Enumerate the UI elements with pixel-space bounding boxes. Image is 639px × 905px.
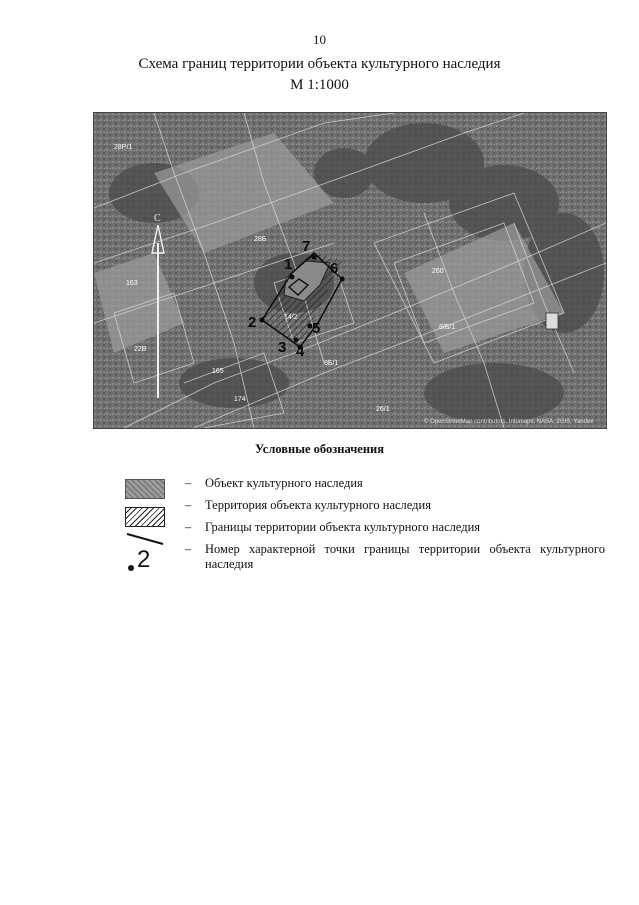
point-dot-icon [128, 565, 134, 571]
point-label-4: 4 [296, 343, 305, 360]
page-title [0, 54, 639, 96]
plot-label: 28Р/1 [114, 144, 133, 151]
legend-item-border [185, 520, 605, 535]
north-label: С [154, 213, 161, 224]
legend-symbol-border-line [125, 532, 165, 546]
point-label-3: 3 [278, 339, 287, 356]
plot-label: 26/1 [376, 406, 390, 413]
plot-label: 8Б/1 [324, 360, 339, 367]
legend-dash: – [185, 476, 192, 490]
legend-dash: – [185, 542, 192, 556]
legend-dash: – [185, 498, 192, 512]
plot-label: 163 [126, 280, 138, 287]
legend-point-number: 2 [137, 546, 151, 573]
legend-text: Номер характерной точки границы территории объекта культурного наследия [205, 542, 605, 571]
legend-symbol-heritage-object [125, 479, 165, 499]
building-marker [546, 313, 558, 329]
title-scale: М 1:1000 [290, 77, 349, 93]
legend-item-heritage-object [185, 476, 605, 491]
legend-symbol-territory [125, 507, 165, 527]
plot-label: 8/Б/1 [439, 324, 456, 331]
point-label-7: 7 [302, 238, 311, 255]
point-label-5: 5 [312, 320, 321, 337]
point-label-1: 1 [284, 256, 293, 273]
legend-text: Границы территории объекта культурного наследия [205, 520, 481, 534]
map-copyright: © OpenStreetMap contributors, Infomaps, NASA, 2GIS, Yandex [424, 419, 594, 425]
legend-text: Объект культурного наследия [205, 476, 363, 490]
plot-label: 260 [432, 268, 444, 275]
legend-text: Территория объекта культурного наследия [205, 498, 431, 512]
map-svg [94, 113, 606, 428]
legend-title: Условные обозначения [254, 442, 385, 456]
plot-label: 22В [134, 346, 147, 353]
plot-label: 28Б [254, 236, 267, 243]
plot-label: 165 [212, 368, 224, 375]
legend-item-point-number [185, 542, 605, 572]
point-label-6: 6 [330, 260, 339, 277]
legend-symbol-point [128, 547, 168, 577]
point-label-2: 2 [248, 314, 257, 331]
legend-dash: – [185, 520, 192, 534]
title-line-1: Схема границ территории объекта культурного наследия [138, 56, 501, 72]
map-figure [93, 112, 607, 429]
page-number: 10 [313, 32, 326, 47]
legend-item-territory [185, 498, 605, 513]
plot-label: 174 [234, 396, 246, 403]
